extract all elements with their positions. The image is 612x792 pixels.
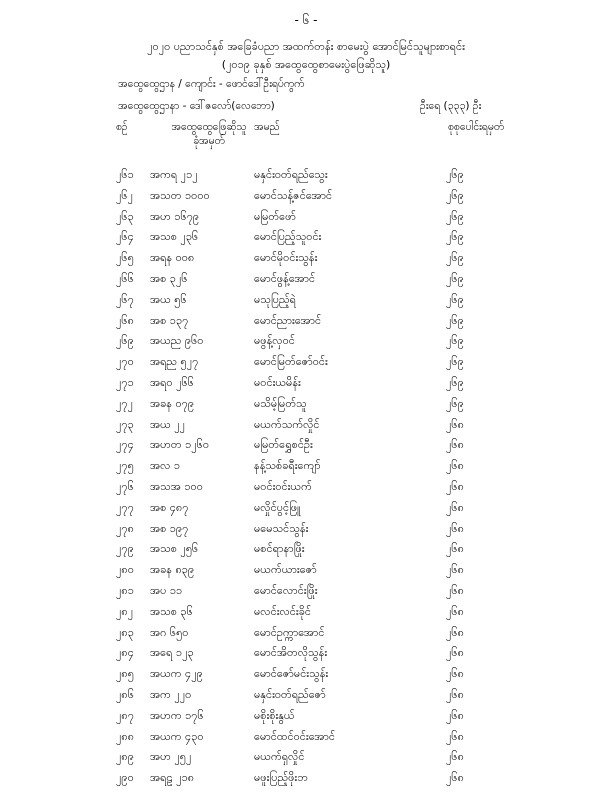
row-reg-number: အဂ ၆၅၀ [150, 625, 189, 639]
table-row [0, 416, 612, 437]
row-number: ၂၆၆ [116, 271, 134, 285]
table-row [0, 187, 612, 208]
row-number: ၂၆၁ [116, 168, 134, 181]
row-name: မောင်ညားအောင် [254, 313, 322, 327]
page-number: - ၆ - [294, 13, 318, 27]
table-row [0, 665, 612, 686]
row-reg-number: အယက ၄၂၉ [150, 667, 203, 681]
row-reg-number: အခန ၈၃၉ [150, 563, 195, 577]
row-reg-number: အစ ၄၈၇ [150, 500, 189, 514]
row-name: မလင်းလင်းခိုင် [254, 604, 311, 618]
row-reg-number: အပ ၁၁ [150, 583, 183, 597]
row-total-mark: ၂၆၈ [446, 500, 464, 514]
row-reg-number: အသစ ၂၃၆ [150, 230, 199, 244]
row-name: မနှင်းဝတ်ရည်သွေး [254, 168, 328, 181]
table-row [0, 624, 612, 645]
table-row [0, 582, 612, 603]
row-name: မလှိုင်ပွင့်ဖြူ [254, 500, 301, 514]
row-name: မယက်သက်လှိုင် [254, 417, 320, 431]
row-reg-number: အဟ ၁၆၇၉ [150, 209, 200, 223]
row-number: ၂၈၅ [116, 667, 134, 681]
row-total-mark: ၂၆၈ [446, 417, 464, 431]
row-total-mark: ၂၆၈ [446, 521, 464, 535]
row-reg-number: အယက ၄၃၀ [150, 729, 204, 743]
header-reg-line1: အထွေထွေဖြေဆိုသူ [171, 121, 247, 133]
row-number: ၂၉၀ [116, 771, 134, 785]
row-number: ၂၈၀ [116, 563, 134, 577]
row-number: ၂၈၃ [116, 625, 134, 639]
row-total-mark: ၂၆၈ [446, 459, 464, 473]
row-number: ၂၈၄ [116, 646, 134, 660]
row-number: ၂၇၀ [116, 355, 134, 369]
subtitle: အထွေထွေဌာန / ကျောင်း - ဖောင်ဒေါ်ဦးရပ်ကွက် [118, 78, 305, 90]
row-name: မမြတ်ရွှေစင်ဦး [254, 438, 313, 452]
row-number: ၂၈၇ [116, 708, 134, 722]
row-name: မဖွန့်လှဝင် [254, 334, 295, 348]
table-row [0, 540, 612, 561]
row-reg-number: အဟက ၁၇၆ [150, 708, 204, 722]
row-name: မောင်လောင်းဖြိုး [254, 583, 318, 597]
row-number: ၂၈၈ [116, 729, 134, 743]
row-number: ၂၇၄ [116, 438, 134, 452]
table-row [0, 748, 612, 769]
row-number: ၂၇၂ [116, 396, 133, 410]
row-reg-number: အရန ၀၀၈ [150, 251, 195, 265]
header-total: စုစုပေါင်းရမှတ် [448, 121, 505, 133]
table-row [0, 561, 612, 582]
table-row [0, 457, 612, 478]
table-row [0, 332, 612, 353]
table-row [0, 353, 612, 374]
row-reg-number: အသစ ၂၅၆ [150, 542, 199, 556]
row-number: ၂၆၇ [116, 292, 134, 306]
info-left: အထွေထွေဌာနာ - ဒေါ်ဇလော်(လေဘော) [118, 100, 275, 112]
row-name: မောင်ဖွန့်အောင် [254, 271, 316, 285]
row-total-mark: ၂၆၉ [446, 334, 464, 348]
table-row [0, 686, 612, 707]
row-total-mark: ၂၆၉ [446, 271, 464, 285]
row-reg-number: အယ ၅၆ [150, 292, 187, 306]
row-total-mark: ၂၆၉ [446, 188, 464, 202]
header-no: စဉ် [116, 121, 128, 133]
row-number: ၂၈၂ [116, 604, 134, 618]
row-reg-number: အဟ ၂၅၂ [150, 750, 192, 764]
row-name: မောင်မိုဝင်းသွန်း [254, 251, 318, 265]
row-reg-number: အက ၂၂၀ [150, 687, 192, 701]
row-total-mark: ၂၆၈ [446, 479, 464, 493]
table-row [0, 603, 612, 624]
row-number: ၂၈၁ [116, 583, 134, 597]
row-name: မစိုးစိုးနွယ် [254, 708, 295, 722]
table-row [0, 249, 612, 270]
row-number: ၂၈၆ [116, 687, 134, 701]
table-row [0, 769, 612, 790]
table-row [0, 707, 612, 728]
row-number: ၂၇၅ [116, 459, 134, 473]
row-total-mark: ၂၆၉ [446, 230, 464, 244]
row-total-mark: ၂၆၉ [446, 251, 464, 265]
table-row [0, 644, 612, 665]
table-row [0, 228, 612, 249]
header-reg-line2: ခုံအမှတ် [193, 135, 225, 147]
row-reg-number: အရဝ ၂၆၆ [150, 375, 194, 389]
row-number: ၂၆၂ [116, 188, 133, 202]
table-row [0, 374, 612, 395]
row-total-mark: ၂၆၈ [446, 542, 464, 556]
info-right: ဦးရေ (၃၃၃) ဦး [420, 100, 482, 112]
row-total-mark: ၂၆၈ [446, 646, 464, 660]
row-number: ၂၆၄ [116, 230, 134, 244]
row-name: မမေသင်သွန်း [254, 521, 309, 535]
row-name: မယက်ရှလှိုင် [254, 750, 305, 764]
row-reg-number: အယည ၉၆၀ [150, 334, 204, 348]
results-list [0, 166, 612, 790]
row-name: မောင်အိတလိုသွန်း [254, 646, 328, 660]
row-total-mark: ၂၆၉ [446, 375, 464, 389]
row-number: ၂၈၉ [116, 750, 134, 764]
row-reg-number: အကရ ၂၁၂ [150, 168, 198, 181]
row-reg-number: အရည ၅၂၇ [150, 355, 199, 369]
table-row [0, 270, 612, 291]
row-name: မစင်ရာနာဖြိုး [254, 542, 305, 556]
table-row [0, 728, 612, 749]
row-total-mark: ၂၆၉ [446, 396, 464, 410]
row-name: မောင်ထင်ဝင်းအောင် [254, 729, 335, 743]
row-reg-number: အသတ ၁၀၀၀ [150, 188, 210, 202]
row-reg-number: အခန ၀၇၉ [150, 396, 195, 410]
row-number: ၂၆၉ [116, 334, 134, 348]
row-total-mark: ၂၆၉ [446, 292, 464, 306]
row-reg-number: အစ ၁၉၇ [150, 521, 189, 535]
row-name: မနှင်းဝတ်ရည်ဇော် [254, 687, 326, 701]
row-number: ၂၇၈ [116, 521, 134, 535]
row-total-mark: ၂၆၉ [446, 313, 464, 327]
row-name: မောင်ဇော်မင်းသွန်း [254, 667, 329, 681]
row-total-mark: ၂၆၉ [446, 209, 464, 223]
row-reg-number: အရေ ၁၂၃ [150, 646, 194, 660]
row-total-mark: ၂၆၈ [446, 750, 464, 764]
row-total-mark: ၂၆၉ [446, 355, 464, 369]
table-row [0, 395, 612, 416]
row-number: ၂၇၉ [116, 542, 134, 556]
row-total-mark: ၂၆၈ [446, 563, 464, 577]
table-row [0, 312, 612, 333]
row-total-mark: ၂၆၈ [446, 729, 464, 743]
row-number: ၂၆၃ [116, 209, 134, 223]
row-reg-number: အစ ၃၂၆ [150, 271, 188, 285]
row-total-mark: ၂၆၈ [446, 625, 464, 639]
row-name: နန့်သစ်ခရီးကျော် [254, 459, 321, 473]
table-row [0, 478, 612, 499]
row-total-mark: ၂၆၈ [446, 771, 464, 785]
row-name: မဝင်းဝင်းယက် [254, 479, 312, 493]
row-total-mark: ၂၆၈ [446, 708, 464, 722]
row-number: ၂၇၇ [116, 500, 134, 514]
row-reg-number: အစ ၁၃၇ [150, 313, 189, 327]
row-name: မသုပြည့်ရဲ [254, 292, 296, 306]
row-name: မောင်ဥက္ကာအောင် [254, 625, 325, 639]
row-number: ၂၇၁ [116, 375, 134, 389]
table-row [0, 166, 612, 187]
row-name: မမြတ်ဖော် [254, 209, 296, 223]
row-reg-number: အယ ၂၂ [150, 417, 186, 431]
row-total-mark: ၂၆၈ [446, 438, 464, 452]
row-reg-number: အသစ ၃၆ [150, 604, 193, 618]
row-name: မသိမ့်မြတ်သူ [254, 396, 307, 410]
row-name: မယက်ယားဇော် [254, 563, 317, 577]
row-name: မဝင်းယမိန်း [254, 375, 301, 389]
row-number: ၂၆၅ [116, 251, 134, 265]
row-reg-number: အသအ ၁၀၀ [150, 479, 203, 493]
row-number: ၂၇၆ [116, 479, 134, 493]
title-line-1: ၂၀၂၀ ပညာသင်နှစ် အခြေခံပညာ အထက်တန်း စာမေးပွဲ အောင်မြင်သူများစာရင်း [147, 40, 465, 53]
row-total-mark: ၂၆၈ [446, 687, 464, 701]
row-total-mark: ၂၆၈ [446, 604, 464, 618]
row-reg-number: အလ ၁ [150, 459, 181, 473]
row-number: ၂၆၈ [116, 313, 134, 327]
table-row [0, 499, 612, 520]
title-line-2: (၂၀၁၉ ခုနှစ် အထွေထွေစာမေးပွဲဖြေဆိုသူ) [221, 58, 391, 71]
table-row [0, 520, 612, 541]
row-name: မောင်ပြည့်သူဝင်း [254, 230, 322, 244]
row-reg-number: အရဠ ၂၁၈ [150, 771, 195, 785]
table-row [0, 291, 612, 312]
row-total-mark: ၂၆၉ [446, 168, 464, 181]
row-total-mark: ၂၆၈ [446, 667, 464, 681]
row-total-mark: ၂၆၈ [446, 583, 464, 597]
header-name: အမည် [254, 121, 280, 133]
table-row [0, 208, 612, 229]
row-name: မောင်မြတ်ဇော်ဝင်း [254, 355, 328, 369]
row-name: မောင်သန့်ဇင်အောင် [254, 188, 333, 202]
row-name: မဖူးပြည့်ဖိုးဘ [254, 771, 308, 785]
row-reg-number: အဟတ ၁၂၆၀ [150, 438, 210, 452]
table-row [0, 436, 612, 457]
row-number: ၂၇၃ [116, 417, 134, 431]
